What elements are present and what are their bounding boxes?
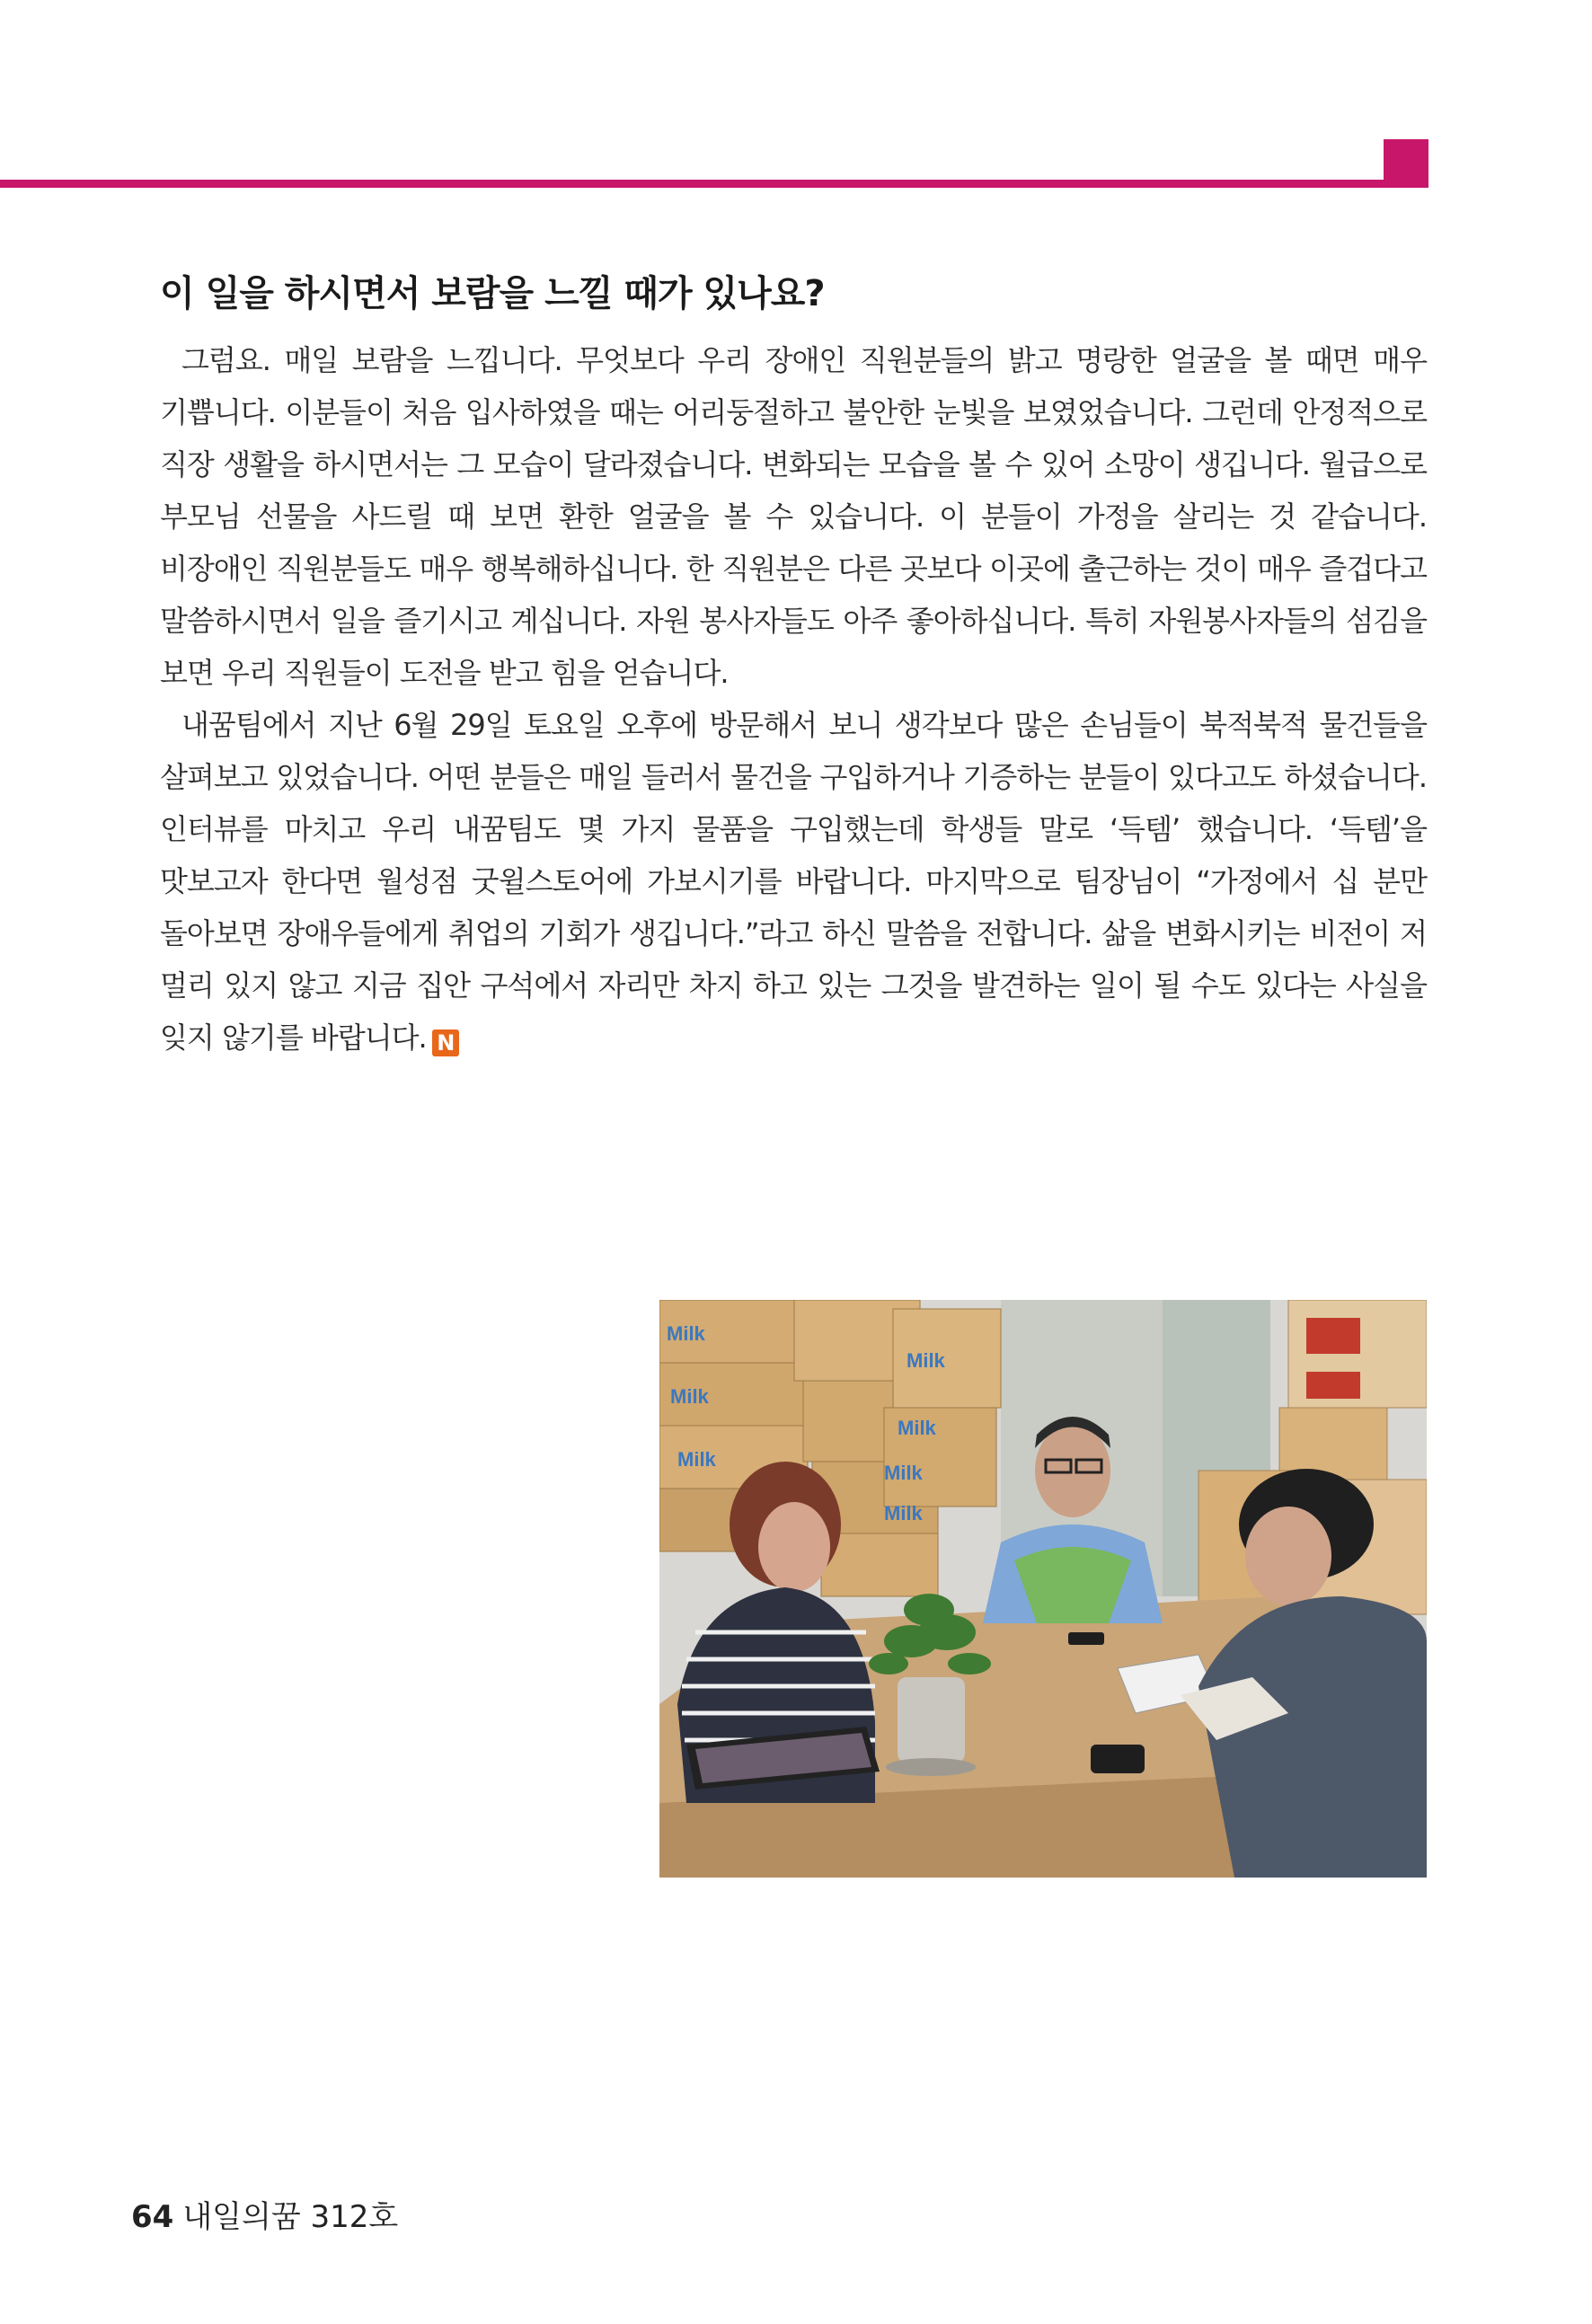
article-paragraph-2-text: 내꿈팀에서 지난 6월 29일 토요일 오후에 방문해서 보니 생각보다 많은 손님들이 북적북적 물건들을 살펴보고 있었습니다. 어떤 분들은 매일 들러서 물건을 구입하거나 기증하는 분들이 있다고도 하셨습니다. 인터뷰를 마치고 우리 내꿈팀도 몇 가지 물품을 구입했는데 학생들 말로 ‘득템’ 했습니다. ‘득템’을 맛보고자 한다면 월성점 굿윌스토어에 가보시기를 바랍니다. 마지막으로 팀장님이 “가정에서 십 분만 돌아보면 장애우들에게 취업의 기회가 생깁니다.”라고 하신 말씀을 전합니다. 삶을 변화시키는 비전이 저 멀리 있지 않고 지금 집안 구석에서 자리만 차지 하고 있는 그것을 발견하는 일이 될 수도 있다는 사실을 잊지 않기를 바랍니다. xyxy=(160,708,1427,1055)
header-accent-block xyxy=(1384,139,1428,188)
box-label: Milk xyxy=(667,1322,705,1345)
box-label: Milk xyxy=(670,1385,709,1408)
section-heading: 이 일을 하시면서 보람을 느낄 때가 있나요? xyxy=(160,273,825,314)
box-label: Milk xyxy=(907,1349,945,1372)
interview-photo-illustration xyxy=(659,1300,1427,1878)
box-label: Milk xyxy=(677,1448,716,1471)
article-paragraph-2 xyxy=(160,699,1427,1064)
header-accent-rule xyxy=(0,180,1427,188)
article-body xyxy=(160,334,1427,1064)
box-label: Milk xyxy=(884,1462,923,1484)
article-paragraph-1: 그럼요. 매일 보람을 느낍니다. 무엇보다 우리 장애인 직원분들의 밝고 명랑한 얼굴을 볼 때면 매우 기쁩니다. 이분들이 처음 입사하였을 때는 어리둥절하고 불안한 눈빛을 보였었습니다. 그런데 안정적으로 직장 생활을 하시면서는 그 모습이 달라졌습니다. 변화되는 모습을 볼 수 있어 소망이 생깁니다. 월급으로 부모님 선물을 사드릴 때 보면 환한 얼굴을 볼 수 있습니다. 이 분들이 가정을 살리는 것 같습니다. 비장애인 직원분들도 매우 행복해하십니다. 한 직원분은 다른 곳보다 이곳에 출근하는 것이 매우 즐겁다고 말씀하시면서 일을 즐기시고 계십니다. 자원 봉사자들도 아주 좋아하십니다. 특히 자원봉사자들의 섬김을 보면 우리 직원들이 도전을 받고 힘을 얻습니다. xyxy=(160,343,1427,690)
box-label: Milk xyxy=(884,1502,923,1524)
page-number: 64 xyxy=(131,2199,174,2235)
end-mark-icon: N xyxy=(432,1029,459,1056)
page-footer xyxy=(131,2192,398,2236)
box-label: Milk xyxy=(898,1417,936,1439)
publication-name: 내일의꿈 312호 xyxy=(182,2199,399,2235)
interview-photo xyxy=(659,1300,1427,1878)
